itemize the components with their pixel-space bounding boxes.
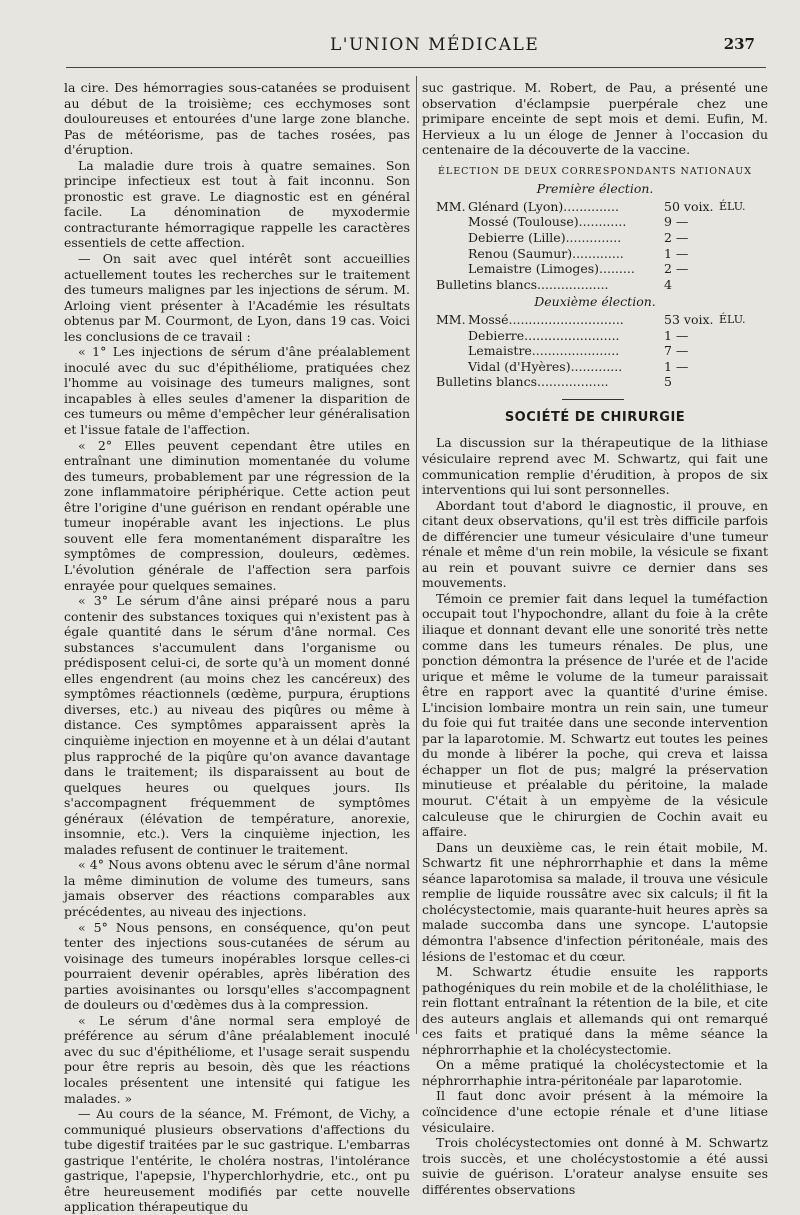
vote-count: 1 — (664, 245, 689, 261)
vote-prefix: MM. (436, 198, 466, 214)
elected-mark: ÉLU. (719, 312, 746, 326)
second-election-label: Deuxième élection. (534, 294, 656, 310)
vote-count: 2 — (664, 261, 689, 277)
paragraph: La maladie dure trois à quatre semaines. Son principe infectieux est tout à fait inconnu. Son pronostic est grave. Le diagnostic est en général facile. La dénomination de myxodermie contracturante hémorragique rappelle les caractères essentiels de cette affection. (64, 157, 410, 251)
paragraph: « 3° Le sérum d'âne ainsi préparé nous a paru contenir des substances toxiques qui n'existent pas à égale quantité dans le sérum d'âne normal. Ces substances s'accumulent dans l'organisme ou prédisposent celui-ci, de sorte qu'à un moment donné elles engendrent (au moins chez les cancéreux) des symptômes réactionnels (œdème, purpura, éruptions diverses, etc.) au niveau des piqûres ou même à distance. Ces symptômes apparaissent après la cinquième injection en moyenne et à un délai d'autant plus rapproché de la piqûre qu'on avance davantage dans le traitement; ils disparaissent au bout de quelques heures ou quelques jours. Ils s'accompagnent fréquemment de symptômes généraux (élévation de température, anorexie, insomnie, etc.). Vers la cinquième injection, les malades refusent de continuer le traitement. (64, 593, 410, 857)
vote-count: 5 (664, 374, 672, 390)
vote-count: 2 — (664, 230, 689, 246)
paragraph: « 2° Elles peuvent cependant être utiles en entraînant une diminution momentanée du volume des tumeurs, probablement par une régression de la zone inflammatoire périphérique. Cette action peut être l'origine d'une guérison en rendant opérable une tumeur inopérable avant les injections. Le plus souvent elle fera momentanément disparaître les symptômes de compression, douleurs, œdèmes. L'évolution générale de l'affection sera parfois enrayée pour quelques semaines. (64, 437, 410, 593)
candidate-name: Lemaistre (Limoges)......... (468, 261, 635, 277)
vote-row (422, 343, 768, 359)
candidate-name: Renou (Saumur)............. (468, 245, 624, 261)
paragraph: « 1° Les injections de sérum d'âne préalablement inoculé avec du suc d'épithéliome, pratiquées chez l'homme au voisinage des tumeurs malignes, sont incapables à elles seules d'amener la disparition de ces tumeurs ou même d'empêcher leur généralisation et l'issue fatale de l'affection. (64, 344, 410, 438)
vote-count: 53 voix. (664, 311, 714, 327)
paragraph: — On sait avec quel intérêt sont accueillies actuellement toutes les recherches sur le traitement des tumeurs malignes par les injections de sérum. M. Arloing vient présenter à l'Académie les résultats obtenus par M. Courmont, de Lyon, dans 19 cas. Voici les conclusions de ce travail : (64, 251, 410, 344)
header-rule (66, 67, 766, 68)
candidate-name: Vidal (d'Hyères)............. (468, 358, 623, 374)
candidate-name: Debierre (Lille).............. (468, 230, 622, 246)
blank-ballots-label: Bulletins blancs.................. (436, 374, 609, 390)
paragraph: Abordant tout d'abord le diagnostic, il prouve, en citant deux observations, qu'il est très difficile parfois de différencier une tumeur vésiculaire d'une tumeur rénale et même d'un rein mobile, la vésicule se fixant au rein et pouvant suivre ce dernier dans ses mouvements. (422, 497, 768, 591)
vote-row (422, 312, 768, 328)
candidate-name: Glénard (Lyon).............. (468, 198, 619, 214)
section-divider (562, 399, 624, 400)
left-column (64, 80, 410, 1215)
right-column (422, 80, 768, 1197)
candidate-name: Lemaistre...................... (468, 343, 620, 359)
blank-ballots-label: Bulletins blancs.................. (436, 276, 609, 292)
first-election-label: Première élection. (536, 181, 654, 197)
vote-count: 4 (664, 276, 672, 292)
elected-mark: ÉLU. (719, 199, 746, 213)
vote-prefix: MM. (436, 311, 466, 327)
page-number: 237 (723, 35, 755, 53)
blank-ballots-row (422, 374, 768, 390)
first-election-table (422, 199, 768, 293)
election-heading: ÉLECTION DE DEUX CORRESPONDANTS NATIONAUX (438, 165, 752, 177)
paragraph: suc gastrique. M. Robert, de Pau, a présenté une observation d'éclampsie puerpérale chez une primipare enceinte de sept mois et demi. Eufin, M. Hervieux a lu un éloge de Jenner à l'occasion du centenaire de la découverte de la vaccine. (422, 80, 768, 158)
vote-row (422, 359, 768, 375)
paragraph: Témoin ce premier fait dans lequel la tuméfaction occupait tout l'hypochondre, allant du foie à la crête iliaque et donnant devant elle une sonorité très nette comme dans les tumeurs rénales. De plus, une ponction démontra la présence de l'urée et de l'acide urique et même le volume de la tumeur paraissait être en rapport avec la quantité d'urine émise. L'incision lombaire montra un rein sain, une tumeur du foie qui fut traitée dans une seconde intervention par la laparotomie. M. Schwartz eut toutes les peines du monde à libérer la poche, qui creva et laissa échapper un flot de pus; malgré la préservation minutieuse et préalable du péritoine, la malade mourut. C'était à un empyème de la vésicule calculeuse que le chirurgien de Cochin avait eu affaire. (422, 590, 768, 840)
vote-count: 7 — (664, 343, 689, 359)
paragraph: Il faut donc avoir présent à la mémoire la coïncidence d'une ectopie rénale et d'une litiase vésiculaire. (422, 1088, 768, 1135)
column-divider (416, 76, 417, 1034)
running-header (0, 33, 800, 61)
paragraph: « Le sérum d'âne normal sera employé de préférence au sérum d'âne préalablement inoculé avec du suc d'épithéliome, et l'usage serait suspendu pour être repris au besoin, dès que les réactions locales présentent une intensité qui fatigue les malades. » (64, 1012, 410, 1106)
paragraph: La discussion sur la thérapeutique de la lithiase vésiculaire reprend avec M. Schwartz, qui fait une communication remplie d'érudition, à propos de six interventions qui lui sont personnelles. (422, 435, 768, 498)
paragraph: M. Schwartz étudie ensuite les rapports pathogéniques du rein mobile et de la cholélithiase, le rein flottant entraînant la rétention de la bile, et cite des auteurs anglais et allemands qui ont remarqué ces faits et pratiqué dans la même séance la néphrorrhaphie et la cholécystectomie. (422, 964, 768, 1057)
vote-count: 9 — (664, 214, 689, 230)
journal-title: L'UNION MÉDICALE (330, 35, 540, 55)
paragraph: Dans un deuxième cas, le rein était mobile, M. Schwartz fit une néphrorrhaphie et dans la même séance laparotomisa sa malade, il trouva une vésicule remplie de liquide roussâtre avec six calculs; il fit la cholécystectomie, mais quarante-huit heures après sa malade succomba dans une syncope. L'autopsie démontra l'absence d'infection péritonéale, mais des lésions de l'estomac et du cœur. (422, 839, 768, 964)
candidate-name: Mossé............................. (468, 311, 624, 327)
paragraph: la cire. Des hémorragies sous-catanées se produisent au début de la troisième; ces ecchymoses sont douloureuses et entourées d'une large zone blanche. Pas de météorisme, pas de taches rosées, pas d'éruption. (64, 80, 410, 158)
paragraph: « 4° Nous avons obtenu avec le sérum d'âne normal la même diminution de volume des tumeurs, sans jamais observer des réactions comparables aux précédentes, au niveau des injections. (64, 857, 410, 919)
section-title: SOCIÉTÉ DE CHIRURGIE (504, 409, 686, 425)
vote-row (422, 261, 768, 277)
blank-ballots-row (422, 277, 768, 293)
vote-row (422, 328, 768, 344)
vote-row (422, 246, 768, 262)
candidate-name: Debierre........................ (468, 327, 620, 343)
vote-count: 50 voix. (664, 198, 714, 214)
vote-count: 1 — (664, 327, 689, 343)
vote-row (422, 214, 768, 230)
paragraph: On a même pratiqué la cholécystectomie et la néphrorrhaphie intra-péritonéale par laparotomie. (422, 1057, 768, 1088)
paragraph: Trois cholécystectomies ont donné à M. Schwartz trois succès, et une cholécystostomie a été aussi suivie de guérison. L'orateur analyse ensuite ses différentes observations (422, 1135, 768, 1197)
vote-row (422, 230, 768, 246)
second-election-table (422, 312, 768, 390)
paragraph: « 5° Nous pensons, en conséquence, qu'on peut tenter des injections sous-cutanées de sérum au voisinage des tumeurs inopérables lorsque celles-ci pourraient devenir opérables, après libération des parties avoisinantes ou lorsqu'elles s'accompagnent de douleurs ou d'œdèmes dus à la compression. (64, 919, 410, 1013)
paragraph: — Au cours de la séance, M. Frémont, de Vichy, a communiqué plusieurs observations d'affections du tube digestif traitées par le suc gastrique. L'embarras gastrique l'entérite, le choléra nostras, l'intolérance gastrique, l'apepsie, l'hyperchlorhydrie, etc., ont pu être heureusement modifiés par cette nouvelle application thérapeutique du (64, 1106, 410, 1215)
vote-count: 1 — (664, 358, 689, 374)
vote-row (422, 199, 768, 215)
candidate-name: Mossé (Toulouse)............ (468, 214, 627, 230)
